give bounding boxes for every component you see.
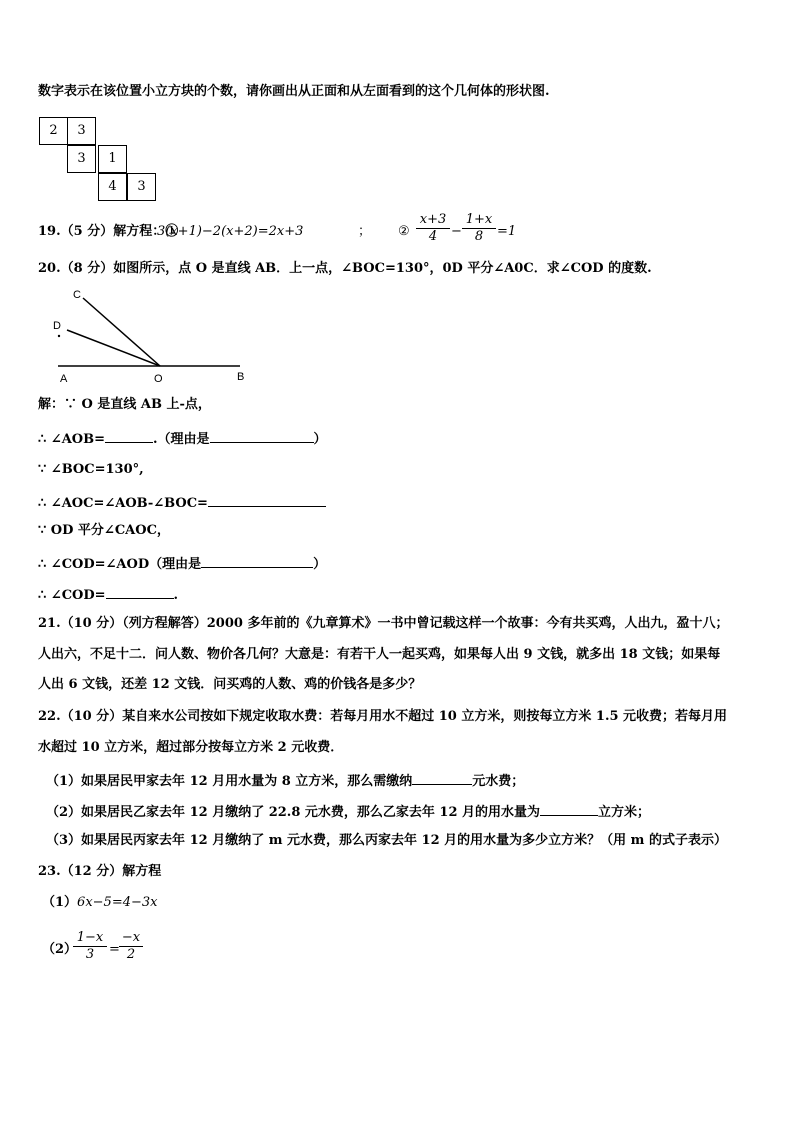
answer-blank[interactable]	[540, 802, 598, 816]
intro-text: 数字表示在该位置小立方块的个数，请你画出从正面和从左面看到的这个几何体的形状图.	[38, 84, 550, 99]
grid-cell: 4	[98, 173, 127, 201]
label-o: O	[154, 373, 163, 385]
fraction-denominator: 2	[126, 947, 136, 962]
q23-fraction-1	[73, 930, 107, 963]
grid-cell: 3	[127, 173, 156, 201]
q19-separator: ；	[358, 224, 372, 239]
label-d: D	[53, 320, 61, 332]
fraction-numerator: 1+x	[462, 212, 496, 229]
fraction-denominator: 4	[428, 229, 438, 244]
grid-cell: 2	[39, 117, 68, 145]
q20-sol-close: ）	[313, 557, 327, 572]
q23-fraction-2	[119, 930, 143, 963]
q21-line-3: 人出 6 文钱，还差 12 文钱．问买鸡的人数、鸡的价钱各是多少？	[38, 677, 422, 692]
q20-sol-cod: ∴ ∠COD=	[38, 588, 106, 603]
q22-line-1: 22.（10 分）某自来水公司按如下规定收取水费：若每月用水不超过 10 立方米，则按每立方米 1.5 元收费；若每月用	[38, 709, 728, 724]
q22-line-2: 水超过 10 立方米，超过部分按每立方米 2 元收费．	[38, 740, 344, 755]
q23-head: 23.（12 分）解方程	[38, 864, 162, 879]
answer-blank[interactable]	[106, 585, 174, 599]
q19-head: 19.（5 分）解方程：①	[38, 224, 179, 239]
q22-sub-3: （3）如果居民丙家去年 12 月缴纳了 m 元水费，那么丙家去年 12 月的用水量为多少立方米？（用 m 的式子表示）	[46, 833, 727, 848]
q23-equals: =	[109, 942, 120, 957]
q23-part-2-label: （2）	[42, 942, 78, 957]
ray-od	[67, 330, 160, 366]
q20-sol-reason-label: .（理由是	[152, 432, 210, 447]
q22-sub-1-unit: 元水费；	[472, 774, 525, 789]
label-a: A	[60, 373, 68, 385]
answer-blank[interactable]	[208, 493, 326, 507]
q20-sol-line-3: ∵ ∠BOC=130°,	[38, 462, 144, 477]
fraction-numerator: 1−x	[73, 930, 107, 947]
q20-sol-cod-aod: ∴ ∠COD=∠AOD（理由是	[38, 557, 202, 572]
q20-sol-line-2	[38, 429, 327, 448]
q20-sol-line-1: 解：∵ O 是直线 AB 上-点，	[38, 397, 211, 412]
fraction-denominator: 8	[474, 229, 484, 244]
q22-sub-2-unit: 立方米；	[598, 805, 651, 820]
q20-sol-line-4	[38, 493, 326, 512]
fraction-numerator: x+3	[416, 212, 450, 229]
q23-part-1	[42, 895, 157, 911]
q22-sub-1	[46, 771, 524, 790]
grid-cell: 1	[98, 145, 127, 173]
q20-sol-line-5: ∵ OD 平分∠CAOC，	[38, 523, 170, 538]
ray-oc	[83, 298, 160, 366]
q20-sol-line-6	[38, 554, 326, 573]
q22-sub-2-text: （2）如果居民乙家去年 12 月缴纳了 22.8 元水费，那么乙家去年 12 月的用水量为	[46, 805, 541, 820]
label-b: B	[237, 371, 245, 383]
answer-blank[interactable]	[105, 429, 153, 443]
point-d-dot	[58, 335, 60, 337]
q19-rhs: =1	[497, 224, 517, 239]
q23-equation-1: 6x−5=4−3x	[77, 895, 158, 910]
label-c: C	[73, 289, 81, 301]
q22-sub-2	[46, 802, 650, 821]
q20-sol-line-7	[38, 585, 178, 604]
q23-part-1-label: （1）	[42, 895, 78, 910]
q21-line-1: 21.（10 分）（列方程解答）2000 多年前的《九章算术》一书中曾记载这样一个故事：今有共买鸡，人出九，盈十八；	[38, 616, 729, 631]
q22-sub-1-text: （1）如果居民甲家去年 12 月用水量为 8 立方米，那么需缴纳	[46, 774, 413, 789]
q20-sol-aoc: ∴ ∠AOC=∠AOB-∠BOC=	[38, 496, 208, 511]
grid-cell: 3	[67, 117, 96, 145]
q21-line-2: 人出六，不足十二．问人数、物价各几何？大意是：有若干人一起买鸡，如果每人出 9 文钱，就多出 18 文钱；如果每	[38, 647, 721, 662]
q19-minus: −	[451, 224, 462, 239]
fraction-numerator: −x	[119, 930, 143, 947]
q20-sol-aob: ∴ ∠AOB=	[38, 432, 105, 447]
angle-diagram	[40, 286, 260, 386]
q19-mark-2: ②	[398, 224, 410, 239]
answer-blank[interactable]	[210, 429, 314, 443]
answer-blank[interactable]	[412, 771, 472, 785]
grid-cell: 3	[67, 145, 96, 173]
q20-text: 20.（8 分）如图所示，点 O 是直线 AB．上一点，∠BOC=130°，0D 平分∠A0C．求∠COD 的度数.	[38, 261, 652, 276]
q20-sol-close: ）	[313, 432, 327, 447]
q20-sol-period: .	[173, 588, 179, 603]
q19-fraction-2	[462, 212, 496, 245]
q19-fraction-1	[416, 212, 450, 245]
answer-blank[interactable]	[201, 554, 313, 568]
q19-equation-1: 3(x+1)−2(x+2)=2x+3	[157, 224, 304, 239]
fraction-denominator: 3	[85, 947, 95, 962]
